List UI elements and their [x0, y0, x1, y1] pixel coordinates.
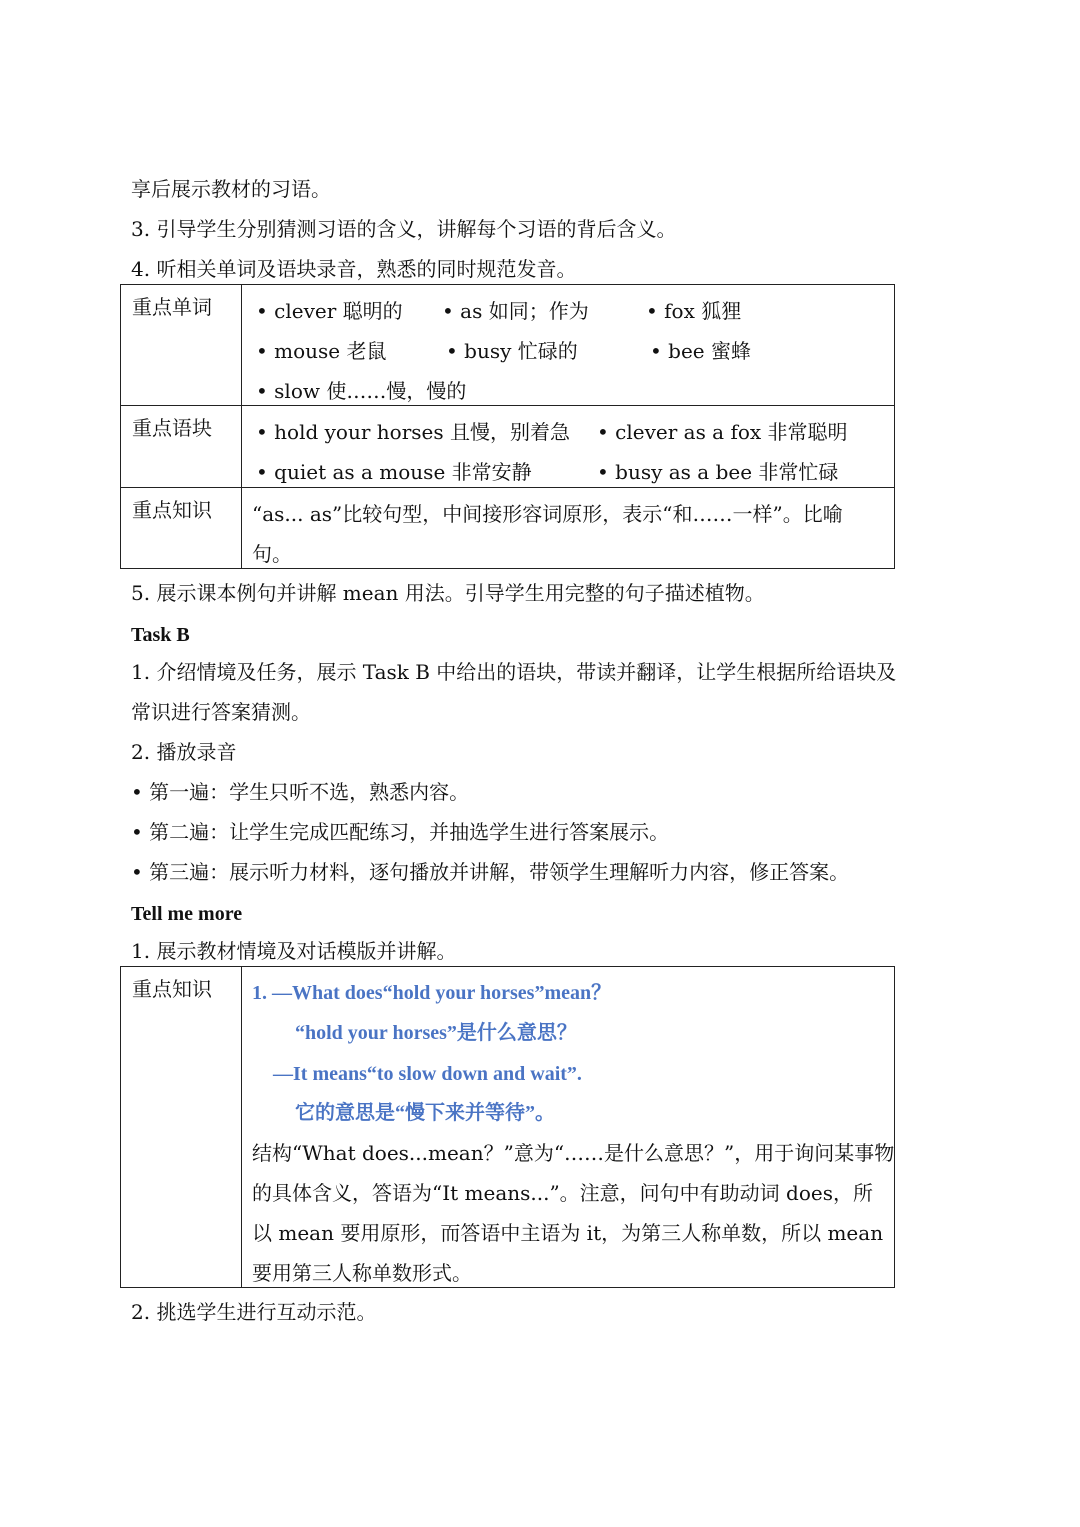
task-b-bullet: • 第二遍：让学生完成匹配练习，并抽选学生进行答案展示。: [131, 820, 670, 844]
task-b-bullet: • 第三遍：展示听力材料，逐句播放并讲解，带领学生理解听力内容，修正答案。: [131, 860, 850, 884]
task-b-item-1-line-2: 常识进行答案猜测。: [131, 700, 311, 724]
word-item: • mouse 老鼠: [256, 339, 387, 363]
intro-line-1: 享后展示教材的习语。: [131, 177, 331, 201]
knowledge-line: “as... as”比较句型，中间接形容词原形，表示“和……一样”。比喻: [252, 502, 843, 526]
task-b-heading: Task B: [131, 624, 190, 646]
key-chunks-label: 重点语块: [121, 406, 242, 488]
chunk-item: • busy as a bee 非常忙碌: [597, 460, 839, 484]
key-knowledge-label: 重点知识: [121, 488, 242, 569]
key-knowledge-label-2: 重点知识: [121, 967, 242, 1288]
answer-english: —It means“to slow down and wait”.: [273, 1063, 582, 1085]
knowledge-line: 句。: [252, 542, 292, 566]
key-knowledge-table: [120, 966, 895, 1288]
tell-me-more-item-1: 1. 展示教材情境及对话模版并讲解。: [131, 939, 457, 963]
explanation-line: 的具体含义，答语为“It means...”。注意，问句中有助动词 does，所: [252, 1181, 873, 1205]
intro-line-3: 4. 听相关单词及语块录音，熟悉的同时规范发音。: [131, 257, 577, 281]
word-item: • as 如同；作为: [442, 299, 589, 323]
key-words-label: 重点单词: [121, 285, 242, 406]
key-knowledge-cell: [242, 488, 895, 569]
key-knowledge-row: [121, 488, 895, 569]
word-item: • fox 狐狸: [646, 299, 742, 323]
word-item: • clever 聪明的: [256, 299, 403, 323]
key-words-cell: [242, 285, 895, 406]
chunk-item: • hold your horses 且慢，别着急: [256, 420, 570, 444]
chunk-item: • quiet as a mouse 非常安静: [256, 460, 532, 484]
explanation-line: 结构“What does...mean？”意为“……是什么意思？”，用于询问某事物: [252, 1141, 895, 1165]
word-item: • bee 蜜蜂: [650, 339, 751, 363]
explanation-line: 以 mean 要用原形，而答语中主语为 it，为第三人称单数，所以 mean: [252, 1221, 884, 1245]
vocabulary-table: [120, 284, 895, 569]
intro-line-2: 3. 引导学生分别猜测习语的含义，讲解每个习语的背后含义。: [131, 217, 677, 241]
key-chunks-row: [121, 406, 895, 488]
step-5-line: 5. 展示课本例句并讲解 mean 用法。引导学生用完整的句子描述植物。: [131, 581, 765, 605]
explanation-line: 要用第三人称单数形式。: [252, 1261, 472, 1285]
tell-me-more-heading: Tell me more: [131, 903, 243, 925]
word-item: • busy 忙碌的: [446, 339, 578, 363]
tell-me-more-item-2: 2. 挑选学生进行互动示范。: [131, 1300, 377, 1324]
chunk-item: • clever as a fox 非常聪明: [597, 420, 848, 444]
question-chinese: “hold your horses”是什么意思？: [295, 1022, 577, 1044]
task-b-item-2: 2. 播放录音: [131, 740, 237, 764]
key-chunks-cell: [242, 406, 895, 488]
word-item: • slow 使……慢，慢的: [256, 379, 467, 403]
question-english: 1. —What does“hold your horses”mean？: [252, 982, 612, 1004]
key-words-row: [121, 285, 895, 406]
answer-chinese: 它的意思是“慢下来并等待”。: [295, 1102, 555, 1124]
key-knowledge-content: [242, 967, 895, 1288]
task-b-item-1-line-1: 1. 介绍情境及任务，展示 Task B 中给出的语块，带读并翻译，让学生根据所给语块及: [131, 660, 897, 684]
task-b-bullet: • 第一遍：学生只听不选，熟悉内容。: [131, 780, 470, 804]
key-knowledge-row-2: [121, 967, 895, 1288]
